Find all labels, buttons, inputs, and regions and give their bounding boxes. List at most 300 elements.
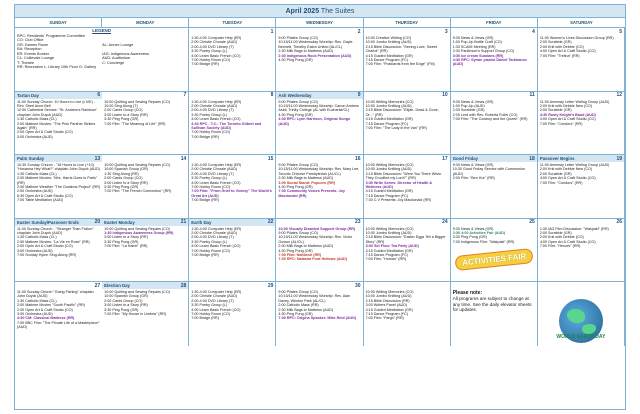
event-item[interactable]: 10:00 Quilting and Sewing Repairs (CO): [104, 290, 170, 294]
day-cell[interactable]: [102, 155, 189, 219]
day-header: [189, 28, 275, 35]
event-item[interactable]: 2:00 Matinee Movies: "La Vie en Rose" (RR): [17, 239, 90, 244]
day-number: 19: [616, 155, 622, 162]
earth-day-cell: [538, 282, 625, 346]
note-cell: [451, 282, 538, 346]
day-number: 16: [355, 155, 361, 162]
event-item[interactable]: 4:15 Guided Meditation (GR): [365, 117, 413, 122]
day-header: [15, 92, 102, 99]
day-header: [15, 155, 102, 162]
day-header: [364, 28, 450, 35]
event-item[interactable]: 10:00 Spanish Group (GR): [104, 167, 149, 172]
event-item[interactable]: 10:00 Writing Memories (CO): [365, 163, 414, 167]
event-item[interactable]: 10:35 Sunday Church - "18 Hours to Live (+10) "Hosanna Hey What?" chaplain John Duyck (AUD): [17, 163, 100, 172]
day-number: 29: [267, 282, 274, 289]
legend-entry: C: Concierge: [102, 60, 125, 65]
event-item[interactable]: 3:00 Orchestra (AUD): [17, 312, 53, 317]
event-item[interactable]: 10:00 Writing Memories (CO): [365, 99, 414, 104]
calendar-title: [15, 5, 625, 18]
event-item[interactable]: 2:30 Milk Bags to Mattress (AUD): [278, 49, 334, 54]
weekday-label: TUESDAY: [189, 18, 276, 28]
event-item[interactable]: 3:30 Ping Pong (GR): [104, 307, 139, 312]
legend-entry: RR: Recreation L: Library 10th Floor G: Gallery: [17, 65, 97, 69]
event-item[interactable]: 10:00 Writing Memories (CO): [365, 290, 414, 294]
day-header: [538, 282, 624, 289]
event-item[interactable]: 2:00-4:00 DVD Library (T): [191, 235, 234, 240]
event-item[interactable]: 10:00 Writing Memories (CO): [365, 226, 414, 231]
holiday-name: Ash Wednesday: [278, 92, 312, 98]
day-cell[interactable]: [451, 155, 538, 219]
event-item[interactable]: 3:00 Writers Panel (AUD): [365, 303, 408, 308]
event-item[interactable]: 7:00 Film: "Human" (RR): [365, 257, 407, 262]
event-item[interactable]: 1:30 Catholic Mass (CL): [17, 298, 57, 303]
event-item[interactable]: 7:00 Bridge (RR): [191, 62, 219, 67]
day-cell[interactable]: [538, 155, 625, 219]
event-item[interactable]: 1:00 Pop-Up (AUD): [452, 103, 485, 108]
note-title: Please note:: [452, 290, 483, 296]
event-item[interactable]: 2:00 Scrabble (GR): [539, 171, 572, 176]
day-cell[interactable]: [276, 155, 363, 219]
day-cell[interactable]: [451, 28, 538, 92]
calendar-title-subtitle: The Suites: [319, 8, 355, 15]
event-item[interactable]: 3:30 Write Series: Director of Health & Wellness (AUD): [365, 180, 434, 190]
day-cell[interactable]: [276, 28, 363, 92]
event-item[interactable]: 1:30 Catholic Mass (CL): [17, 171, 57, 176]
event-item[interactable]: 7:00 Hobby Room (CO): [191, 248, 231, 253]
event-item[interactable]: 2:15 Bible Discussion: "Seeing Love, Sweet Chariot" (RR): [365, 44, 439, 54]
event-item[interactable]: 3:30 Ping Pong (GR): [104, 117, 139, 122]
holiday-name: Good Friday: [452, 156, 479, 161]
event-item[interactable]: 4:30 Ping Pong (GR): [278, 248, 313, 253]
day-header: [276, 155, 362, 162]
event-item[interactable]: 7:00 Film: Nahbesh (RR): [278, 252, 322, 257]
day-cell[interactable]: [102, 282, 189, 346]
day-header: [364, 92, 450, 99]
legend-entry: IAG: Indigenous Awareness: [102, 51, 149, 56]
event-item[interactable]: 7:00 Hobby Room (CO): [191, 130, 231, 135]
event-item[interactable]: 11:00 Sunday Church - "Stranger Than Fiction" chaplain John Duyck (AUD): [17, 226, 95, 235]
event-item[interactable]: 12:00 Cathedral Service: "St. Andrew's Rainbow" chaplain John Duyck (AUD): [17, 108, 99, 117]
event-item[interactable]: 7:00 Film: "The Cowboy and the Queen" (RR): [452, 117, 528, 122]
event-item[interactable]: 4:30 RPC: Syrian pianist Daniel Tarkhanov (AUD): [452, 58, 528, 67]
event-item[interactable]: 1:30-4:00 Computer Help (ER): [191, 226, 242, 231]
day-number: 21: [180, 219, 187, 225]
event-item[interactable]: 7:00 RPC: Natasha Ford Hollows (AUD): [278, 257, 348, 262]
event-item[interactable]: 1:30 Sing Along (RR): [104, 171, 139, 176]
legend-cell: [15, 28, 189, 92]
event-item[interactable]: 1:30 Catholic Mass (CL): [17, 235, 57, 240]
day-cell[interactable]: [102, 219, 189, 283]
event-item[interactable]: 10:00 Sing Along (T): [104, 103, 138, 108]
event-item[interactable]: 2:00 Film: "Ben Hur" (RR): [452, 176, 495, 181]
legend-entry: RPC: Residents' Programme Committee: [17, 33, 86, 38]
event-item[interactable]: 1:30 Catholic Mass (CL): [17, 117, 57, 122]
event-item[interactable]: 11:00 Sunday Church "Going Fishing" chaplain John Duyck (AUD): [17, 290, 95, 299]
event-item[interactable]: 9:00 Pilates Group (CO): [278, 36, 318, 40]
day-cell[interactable]: [102, 92, 189, 156]
day-number: 7: [183, 92, 187, 98]
event-item[interactable]: 10:00 Jumbo Knitting (AUD): [365, 103, 412, 108]
event-item[interactable]: 7:00 Film: "The Lady in the Van" (RR): [365, 125, 427, 130]
event-item[interactable]: 1:30-4:00 Computer Help (ER): [191, 290, 242, 294]
event-item[interactable]: 9:30 News & Views (GR): [452, 36, 494, 40]
event-item[interactable]: 9:00 Pilates Group (CO): [278, 230, 318, 235]
day-number: 12: [616, 92, 622, 98]
event-item[interactable]: 7:30 Community Voices Presents: Joy Macdonald (RR): [278, 189, 346, 198]
event-item[interactable]: 11:00 Amnesty Letter Writing Group (AUD): [539, 163, 610, 167]
event-item[interactable]: 10:00 Creative Writing (CO): [365, 36, 411, 40]
event-item[interactable]: 3:30 Ping Pong (GR): [104, 185, 139, 190]
day-cell[interactable]: [15, 92, 102, 156]
day-number: 9: [357, 92, 361, 98]
event-item[interactable]: 1:30 Indigenous Awareness Group (RR): [104, 230, 174, 235]
event-item[interactable]: 7:00 Bridge (RR): [191, 134, 219, 139]
day-number: 8: [270, 92, 274, 98]
event-item[interactable]: 10:00 Jumbo Knitting (AUD): [365, 230, 412, 235]
event-item[interactable]: 2:00 Christie Chorale (AUD): [191, 103, 238, 108]
event-item[interactable]: 10:30 Good Friday Service with Communion (AUD): [452, 167, 527, 176]
event-item[interactable]: 7:15 Dance Program (FC): [365, 252, 408, 257]
event-item[interactable]: 7:30 C.V Presents: Joy Macdonald (RR): [365, 198, 432, 203]
event-item[interactable]: 9:00 Pilates Group (CO): [278, 290, 318, 294]
legend-entry: GR: Games Room: [17, 42, 49, 47]
event-item[interactable]: 4:00 Open Art & Craft Studio (CO): [539, 117, 596, 122]
day-number: 10: [442, 92, 448, 98]
event-item[interactable]: 7:00 Film: "The Meaning of Life" (RR): [104, 121, 166, 126]
weekday-label: SUNDAY: [15, 18, 102, 28]
day-header: [102, 92, 188, 99]
day-number: 22: [267, 219, 274, 225]
event-item[interactable]: 2:00 Catholic Mass (RR): [278, 303, 319, 308]
event-item[interactable]: 2:30 Indigenous Rock Presentation (AUD): [278, 53, 352, 58]
event-item[interactable]: 4:00 Learn Basic French (CO): [191, 53, 241, 58]
event-item[interactable]: 2:30 Milk Bags to Mattress (AUD): [278, 176, 334, 181]
weekday-label: THURSDAY: [364, 18, 451, 28]
day-header: [102, 219, 188, 226]
day-number: 28: [180, 282, 187, 289]
event-item[interactable]: 2:30 Milk Bags to Mattress (AUD): [278, 307, 334, 312]
event-item[interactable]: 2:00 Orchestra (AUD): [17, 189, 53, 194]
activities-fair-logo: ACTIVITIES FAIR: [454, 248, 534, 271]
day-number: 3: [444, 28, 448, 35]
event-item[interactable]: 4:30 Ping Pong (GR): [278, 112, 313, 117]
event-item[interactable]: 2:00 Knit with Debbie New (CO): [539, 167, 593, 172]
event-item[interactable]: 4:30 RPC: Lynn Harrison, Original Songs (AUD): [278, 117, 352, 126]
event-item[interactable]: 7:00 Table Meditation (AUD): [17, 198, 64, 203]
event-item[interactable]: 4:15 Guided Meditation (GR): [365, 189, 413, 194]
day-number: 30: [355, 282, 361, 289]
event-item[interactable]: 4:30 Ping Pong (GR): [278, 312, 313, 317]
event-item[interactable]: 2:00-4:00 DVD Library (T): [191, 171, 234, 176]
event-item[interactable]: 3:30 Poetry Group (L): [191, 303, 227, 308]
event-item[interactable]: 10:00 Quilting and Sewing Repairs (CO): [104, 226, 170, 231]
day-header: [364, 219, 450, 226]
weekday-label: WEDNESDAY: [276, 18, 363, 28]
event-item[interactable]: 10:00 Visually Disabled Support Group (RR): [278, 226, 356, 231]
event-item[interactable]: 2:15 Bible Discussion (RR): [365, 298, 410, 303]
event-item[interactable]: 7:15 Dance Program (FC): [365, 312, 408, 317]
event-item[interactable]: 9:00 Pilates Group (CO): [278, 99, 318, 104]
event-item[interactable]: 11:00 Sunday Church: 10 Hours to Live (LIVE) - Rev. Sheri Anne Bell: [17, 99, 97, 108]
holiday-name: Easter Sunday/Passover Ends: [17, 219, 79, 225]
day-cell[interactable]: [276, 282, 363, 346]
day-number: 14: [180, 155, 187, 162]
event-item[interactable]: 2:00 Scrabble (GR): [539, 40, 572, 45]
event-item[interactable]: 2:00 Matinee Movies "South Pacific" (RR): [17, 303, 85, 308]
event-item[interactable]: 7:00 Bridge (RR): [191, 316, 219, 321]
day-number: 20: [94, 219, 101, 225]
day-header: [15, 219, 102, 226]
event-item[interactable]: 2:00 Cards Group (CO): [104, 108, 143, 113]
event-item[interactable]: 3:00 Listen to a Story (RR): [104, 235, 148, 240]
event-item[interactable]: 2:30 4:00 Activities Fair (AUD): [452, 230, 506, 235]
event-item[interactable]: 2:15 Bible Discussion: "Easter Eggs Tell a Bigger Story" (RR): [365, 235, 447, 244]
day-header: [189, 282, 275, 289]
event-item[interactable]: 7:00 Film: "Postcards from the Edge" (FM): [365, 62, 435, 67]
day-cell[interactable]: [364, 282, 451, 346]
event-item[interactable]: 2:00 Cards Group (CO): [104, 298, 143, 303]
event-item[interactable]: 3:30 Poetry Group (L): [191, 49, 227, 54]
event-item[interactable]: 10:00 Jumbo Knitting (AUD): [365, 40, 412, 45]
event-item[interactable]: 2:00 Knit with Debbie (CO): [539, 235, 584, 240]
event-item[interactable]: 2:00 Cards Group (CO): [104, 176, 143, 181]
event-item[interactable]: 2:00 Christie Chorale (AUD): [191, 167, 238, 172]
event-item[interactable]: 2:30 Parkinson's Support Group (CO): [452, 49, 515, 54]
event-item[interactable]: 6:30 Open Art & Craft Studio (CO): [17, 193, 73, 198]
event-item[interactable]: 11:00 Women's Lives Discussion Group (RR): [539, 36, 614, 40]
event-item[interactable]: 2:30 Scrabble (GR): [452, 108, 485, 113]
event-item[interactable]: 4:30 Ping Pong (GR): [278, 58, 313, 63]
event-item[interactable]: 3:30 Poetry Group (L): [191, 112, 227, 117]
event-item[interactable]: 9:00 Pilates Group (CO): [278, 163, 318, 167]
event-item[interactable]: 10:00 Jumbo Knitting (AUD): [365, 167, 412, 172]
event-item[interactable]: 2:00 Christie Chorale (AUD): [191, 230, 238, 235]
legend-entry: CO: Club Office: [17, 38, 44, 42]
event-item[interactable]: 2:00 Christie Chorale (AUD): [191, 294, 238, 299]
event-item[interactable]: 2:30 Milk Bags to Mattress (AUD): [278, 244, 334, 249]
day-number: 23: [355, 219, 361, 225]
day-header: [538, 92, 624, 99]
event-item[interactable]: 7:00 Bridge (RR): [191, 198, 219, 203]
event-item[interactable]: 3:00 Listen to a Story (RR): [104, 112, 148, 117]
day-cell[interactable]: [15, 219, 102, 283]
weekday-label: SATURDAY: [570, 20, 593, 25]
event-item[interactable]: 7:00 Film: "La Haine" (RR): [104, 244, 148, 249]
event-item[interactable]: 10:15/11:00 Wednesday Worship: Rev. Alan Davey, Weston Park (AL/CL): [278, 294, 352, 303]
legend-entry: T: Theatre: [17, 60, 35, 65]
calendar-title-month: April 2025: [285, 8, 320, 15]
day-cell[interactable]: [538, 92, 625, 156]
legend-entry: CL: Collievale Lounge: [17, 56, 55, 60]
event-item[interactable]: 4:00 Learn Basic French (CO): [191, 117, 241, 122]
event-item[interactable]: 4:30 RPC - T.C.: The Toronto Gilbert and Sullivan Society (AUD): [191, 121, 263, 130]
event-item[interactable]: 10:00 Quilting and Sewing Repairs (CO): [104, 99, 170, 104]
event-item[interactable]: 7:00 Sunday Hymn Sing-Along (RR): [17, 252, 77, 257]
day-header: [15, 282, 102, 289]
event-item[interactable]: 2:00 Knit with Debbie New (CO): [539, 103, 593, 108]
event-item[interactable]: 7:15 Dance Program (FC): [365, 193, 408, 198]
event-item[interactable]: 7:15 Dance Program (FC): [365, 58, 408, 63]
event-item[interactable]: 4:30 CM: Classical Mattress (RR): [17, 316, 75, 321]
event-item[interactable]: 3:30 Poetry Group (L): [191, 176, 227, 181]
day-cell[interactable]: [189, 28, 276, 92]
day-number: 24: [442, 219, 448, 225]
event-item[interactable]: 2:00 Open Art & Craft Studio (CO): [17, 307, 73, 312]
day-header: [451, 28, 537, 35]
event-item[interactable]: 2:00 Scrabble (GR): [539, 230, 572, 235]
day-cell[interactable]: [189, 155, 276, 219]
event-item[interactable]: 7:00 Film: "Trelina" (RR): [539, 53, 580, 58]
legend-title: LEGEND: [92, 28, 112, 33]
event-item[interactable]: 7:15 Dance Program (FC): [365, 121, 408, 126]
event-item[interactable]: 3:00 Listen to a Story (RR): [104, 303, 148, 308]
event-item[interactable]: 7:00 Indigenous Film: "Wakpaki" (RR): [452, 239, 515, 244]
day-header: [102, 155, 188, 162]
event-item[interactable]: 3:30 Poetry Group (L): [191, 239, 227, 244]
day-header: [189, 155, 275, 162]
day-cell[interactable]: [15, 282, 102, 346]
event-item[interactable]: 3:00 Listen to a Story (RR): [104, 180, 148, 185]
legend-entry: RA: Reception: [17, 47, 42, 51]
event-item[interactable]: 4:00 Learn Basic French (CO): [191, 307, 241, 312]
event-item[interactable]: 1:00 Pop-Up Bottle Craft (CO): [452, 40, 502, 45]
day-header: [538, 155, 624, 162]
event-item[interactable]: 2:00-4:00 DVD Library (T): [191, 44, 234, 49]
event-item[interactable]: 4:15 Guided Meditation (GR): [365, 248, 413, 253]
event-item[interactable]: 7:00 RPC: Origins Speaker: Mike Reid (AUD): [278, 316, 357, 321]
event-item[interactable]: 2:00 Christie Chorale (AUD): [191, 40, 238, 45]
day-cell[interactable]: [364, 219, 451, 283]
event-item[interactable]: 4:00 Open Art & Craft Studio (CO): [539, 176, 596, 181]
holiday-name: Earth Day: [191, 219, 212, 225]
event-item[interactable]: 10:00 Jumbo Knitting (AUD): [365, 294, 412, 299]
event-item[interactable]: 2:00 Matinee Movies: "Mrs. Harris Goes to Paris" (RR): [17, 176, 99, 185]
event-item[interactable]: 7:00 Film: "The French Connection" (RR): [104, 189, 172, 194]
event-item[interactable]: 2:00-4:00 DVD Library (T): [191, 298, 234, 303]
event-item[interactable]: 4:00 Learn Basic French (CO): [191, 180, 241, 185]
day-cell[interactable]: [451, 219, 538, 283]
day-number: 27: [94, 282, 101, 289]
event-item[interactable]: 4:30 Ping Pong (GR): [278, 185, 313, 190]
event-item[interactable]: 3:30 Ice cream Sundaes (RR): [452, 53, 504, 58]
event-item[interactable]: 7:00 Film: "Fargo" (RR): [365, 316, 404, 321]
day-cell[interactable]: [189, 219, 276, 283]
day-cell[interactable]: [451, 92, 538, 156]
event-item[interactable]: 2:30 Lent with Rev. Roberta Fuller (CO): [452, 112, 518, 117]
event-item[interactable]: 2:00 Open Art & Craft Studio (CO): [17, 244, 73, 249]
event-item[interactable]: 1:30 IAG Film Discussion: "Wakpaki" (RR): [539, 226, 609, 231]
day-number: 5: [619, 28, 622, 35]
event-item[interactable]: 7:00 Film: "Condors" (RR): [539, 180, 583, 185]
event-item[interactable]: 9:30 News & Views (GR): [452, 99, 494, 104]
day-number: 26: [616, 219, 622, 225]
event-item[interactable]: 2:00 Matinee Movies: "The Pink Panther Strikes Again" (RR): [17, 121, 96, 130]
day-number: 1: [270, 28, 274, 35]
event-item[interactable]: 3:00 Orchestra (AUD): [17, 134, 53, 139]
day-cell[interactable]: [364, 92, 451, 156]
event-item[interactable]: 4:15 Guided Meditation (GR): [365, 53, 413, 58]
event-item[interactable]: 2:00-4:00 DVD Library (T): [191, 108, 234, 113]
event-item[interactable]: 3:00 Orchestra (AUD): [17, 248, 53, 253]
event-item[interactable]: 10:00 Quilting and Sewing Repairs (CO): [104, 163, 170, 167]
event-item[interactable]: 2:00 Open Art & Craft Studio (CO): [17, 130, 73, 135]
event-item[interactable]: 7:00 Bridge (RR): [191, 252, 219, 257]
event-item[interactable]: 2:00 Matinee Weather "The Ovations Project" (RR): [17, 185, 101, 190]
event-item[interactable]: 7:00 Film: "Heroes" (RR): [539, 244, 581, 249]
day-cell[interactable]: [364, 155, 451, 219]
event-item[interactable]: 3:00 Social Stand: Popcorn (RR): [278, 180, 335, 185]
day-cell[interactable]: [538, 219, 625, 283]
event-item[interactable]: 10:15/11:00 Wednesday Worship: Rev. Gayle Bennett, Timothy Eaton United (AL/CL): [278, 40, 354, 49]
event-item[interactable]: 4:00 Open Art & Craft Studio (CO): [539, 239, 596, 244]
day-header: [276, 28, 362, 35]
day-header: [451, 155, 537, 162]
event-item[interactable]: 11:00 Amnesty Letter Writing Group (AUD): [539, 99, 610, 104]
event-item[interactable]: 1:30-4:00 Computer Help (ER): [191, 163, 242, 167]
event-item[interactable]: 10:15/11:00 Wednesday Worship: Canon Andrew Asbil, Trinity College (AL with Eucharist/CL): [278, 103, 360, 113]
event-item[interactable]: 7:00 Film: "Condors" (RR): [539, 121, 583, 126]
day-cell[interactable]: [189, 92, 276, 156]
event-item[interactable]: 1:30-4:00 Computer Help (ER): [191, 36, 242, 40]
day-cell[interactable]: [189, 282, 276, 346]
day-cell[interactable]: [538, 28, 625, 92]
event-item[interactable]: 3:00 Sol Floor Tea Party (AUD): [365, 244, 419, 249]
weekday-header: [15, 18, 625, 28]
event-item[interactable]: 2:15 Bible Discussion: "Elijah- Dead & Gone, Or..." (RR): [365, 108, 440, 117]
day-header: [102, 282, 188, 289]
note-body: All programs are subject to change at any time. See the daily elevator sheets for updates.: [452, 296, 532, 313]
day-number: 17: [442, 155, 448, 162]
event-item[interactable]: 7:00 Hobby Room (CO): [191, 312, 231, 317]
event-item[interactable]: 3:30 Ping Pong (GR): [104, 239, 139, 244]
event-item[interactable]: 10:00 Spanish Group (GR): [104, 294, 149, 299]
event-item[interactable]: 4:00 Learn Basic French (CO): [191, 244, 241, 249]
event-item[interactable]: 9:30 News & Views (GR): [452, 226, 494, 231]
day-header: [364, 282, 450, 289]
event-item[interactable]: 7:00 Film: "My House in Umbria" (RR): [104, 312, 167, 317]
day-header: [538, 219, 624, 226]
earth-day-label: WORLD EARTH DAY: [556, 333, 606, 340]
day-header: [189, 92, 275, 99]
event-item[interactable]: 9:30 News & Views (GR): [452, 163, 494, 167]
event-item[interactable]: 7:00 Hobby Room (CO): [191, 58, 231, 63]
day-number: 13: [94, 155, 101, 162]
event-item[interactable]: 4:15 Guided Meditation (GR): [365, 307, 413, 312]
event-item[interactable]: 7:00 Film: "From Grief to Victory" The World's Great Art (AUD): [191, 189, 273, 198]
day-cell[interactable]: [276, 219, 363, 283]
event-item[interactable]: 10:15/11:00 Wednesday Worship: Rev. Mary Lee, Toronto Chinese Presbyterian (AL/CL): [278, 167, 361, 176]
day-cell[interactable]: [364, 28, 451, 92]
event-item[interactable]: 1:30 SCAM! Meeting (RR): [452, 44, 496, 49]
day-cell[interactable]: [15, 155, 102, 219]
event-item[interactable]: 7:00 Hobby Room (CO): [191, 185, 231, 190]
event-item[interactable]: 4:30 Rusty Knight's Band (AUD): [539, 112, 596, 117]
event-item[interactable]: 2:00 Scrabble (GR): [539, 108, 572, 113]
event-item[interactable]: 1:30-4:00 Computer Help (ER): [191, 99, 242, 104]
day-cell[interactable]: [276, 92, 363, 156]
event-item[interactable]: 2:15 Bible Discussion: "Were You There When They Crucified my Lord?" (RR): [365, 171, 443, 181]
day-header: [451, 282, 537, 289]
event-item[interactable]: 10:15/11:00 Wednesday Worship: Rev. Victor Ouwon (AL/CL): [278, 235, 354, 244]
event-item[interactable]: 7:00 BBC Film: "The Private Life of a Masterpiece" (AUD): [17, 320, 101, 330]
day-number: 4: [532, 28, 535, 35]
day-header: [276, 219, 362, 226]
day-number: 25: [529, 219, 535, 225]
event-item[interactable]: 3:30 Ping Pong (GR): [452, 235, 487, 240]
event-item[interactable]: 4:00 Open Art & Craft Studio (CO): [539, 49, 596, 54]
event-item[interactable]: 2:00 Knit with Debbie (CO): [539, 44, 584, 49]
day-number: 11: [529, 92, 535, 98]
